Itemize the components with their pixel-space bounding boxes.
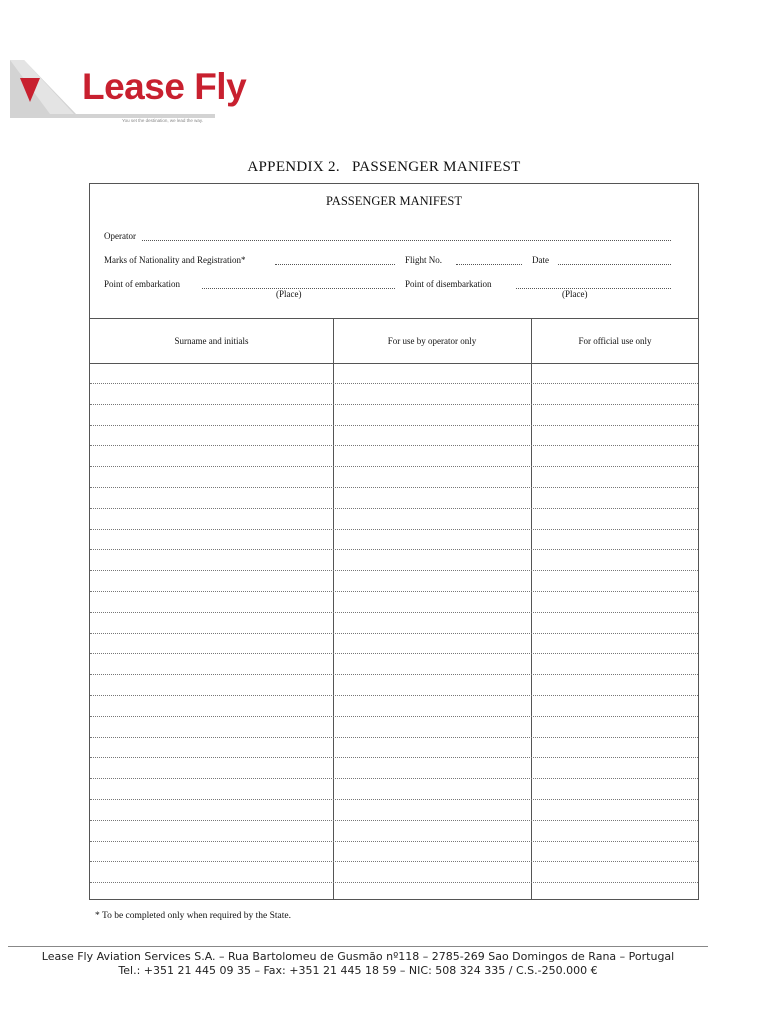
- document-title: [0, 159, 768, 176]
- manifest-entry-line[interactable]: [90, 466, 698, 467]
- manifest-entry-line[interactable]: [90, 487, 698, 488]
- footer-divider: [8, 946, 708, 947]
- manifest-entry-line[interactable]: [90, 799, 698, 800]
- registration-label: Marks of Nationality and Registration*: [104, 255, 246, 265]
- manifest-entry-line[interactable]: [90, 653, 698, 654]
- appendix-title: PASSENGER MANIFEST: [351, 159, 521, 175]
- manifest-entry-line[interactable]: [90, 425, 698, 426]
- manifest-entry-line[interactable]: [90, 445, 698, 446]
- manifest-entry-line[interactable]: [90, 570, 698, 571]
- manifest-entry-line[interactable]: [90, 737, 698, 738]
- embarkation-place-hint: (Place): [276, 289, 302, 299]
- operator-label: Operator: [104, 231, 136, 241]
- manifest-entry-line[interactable]: [90, 861, 698, 862]
- disembarkation-label: Point of disembarkation: [405, 279, 492, 289]
- manifest-entry-line[interactable]: [90, 591, 698, 592]
- operator-field[interactable]: [142, 240, 671, 241]
- logo-tagline: You set the destination, we lead the way.: [122, 118, 204, 123]
- footnote: * To be completed only when required by the State.: [95, 911, 291, 921]
- disembarkation-field[interactable]: [516, 288, 671, 289]
- flight-no-label: Flight No.: [405, 255, 443, 265]
- column-header-official: For official use only: [578, 335, 652, 346]
- flight-no-field[interactable]: [456, 264, 522, 265]
- company-logo: [10, 58, 247, 136]
- manifest-entry-line[interactable]: [90, 820, 698, 821]
- manifest-form: [89, 183, 699, 900]
- manifest-entry-line[interactable]: [90, 778, 698, 779]
- embarkation-label: Point of embarkation: [104, 279, 180, 289]
- column-header-operator: For use by operator only: [387, 335, 477, 346]
- manifest-entry-line[interactable]: [90, 716, 698, 717]
- date-label: Date: [532, 255, 549, 265]
- manifest-rows: [90, 363, 698, 899]
- appendix-number: APPENDIX 2.: [247, 159, 340, 175]
- form-title: PASSENGER MANIFEST: [325, 194, 463, 208]
- date-field[interactable]: [558, 264, 671, 265]
- manifest-entry-line[interactable]: [90, 695, 698, 696]
- manifest-entry-line[interactable]: [90, 841, 698, 842]
- registration-field[interactable]: [275, 264, 395, 265]
- manifest-entry-line[interactable]: [90, 612, 698, 613]
- manifest-entry-line[interactable]: [90, 383, 698, 384]
- disembarkation-place-hint: (Place): [562, 289, 588, 299]
- manifest-entry-line[interactable]: [90, 404, 698, 405]
- manifest-entry-line[interactable]: [90, 882, 698, 883]
- column-header-surname: Surname and initials: [174, 335, 249, 346]
- manifest-entry-line[interactable]: [90, 674, 698, 675]
- manifest-entry-line[interactable]: [90, 529, 698, 530]
- manifest-entry-line[interactable]: [90, 549, 698, 550]
- logo-wordmark: Lease Fly: [82, 66, 247, 107]
- manifest-entry-line[interactable]: [90, 757, 698, 758]
- footer-contact: Tel.: +351 21 445 09 35 – Fax: +351 21 445 18 59 – NIC: 508 324 335 / C.S.-250.000 €: [118, 964, 598, 977]
- manifest-entry-line[interactable]: [90, 508, 698, 509]
- footer-address: Lease Fly Aviation Services S.A. – Rua Bartolomeu de Gusmão nº118 – 2785-269 Sao Domingos de Rana – Portugal: [41, 950, 675, 963]
- manifest-entry-line[interactable]: [90, 633, 698, 634]
